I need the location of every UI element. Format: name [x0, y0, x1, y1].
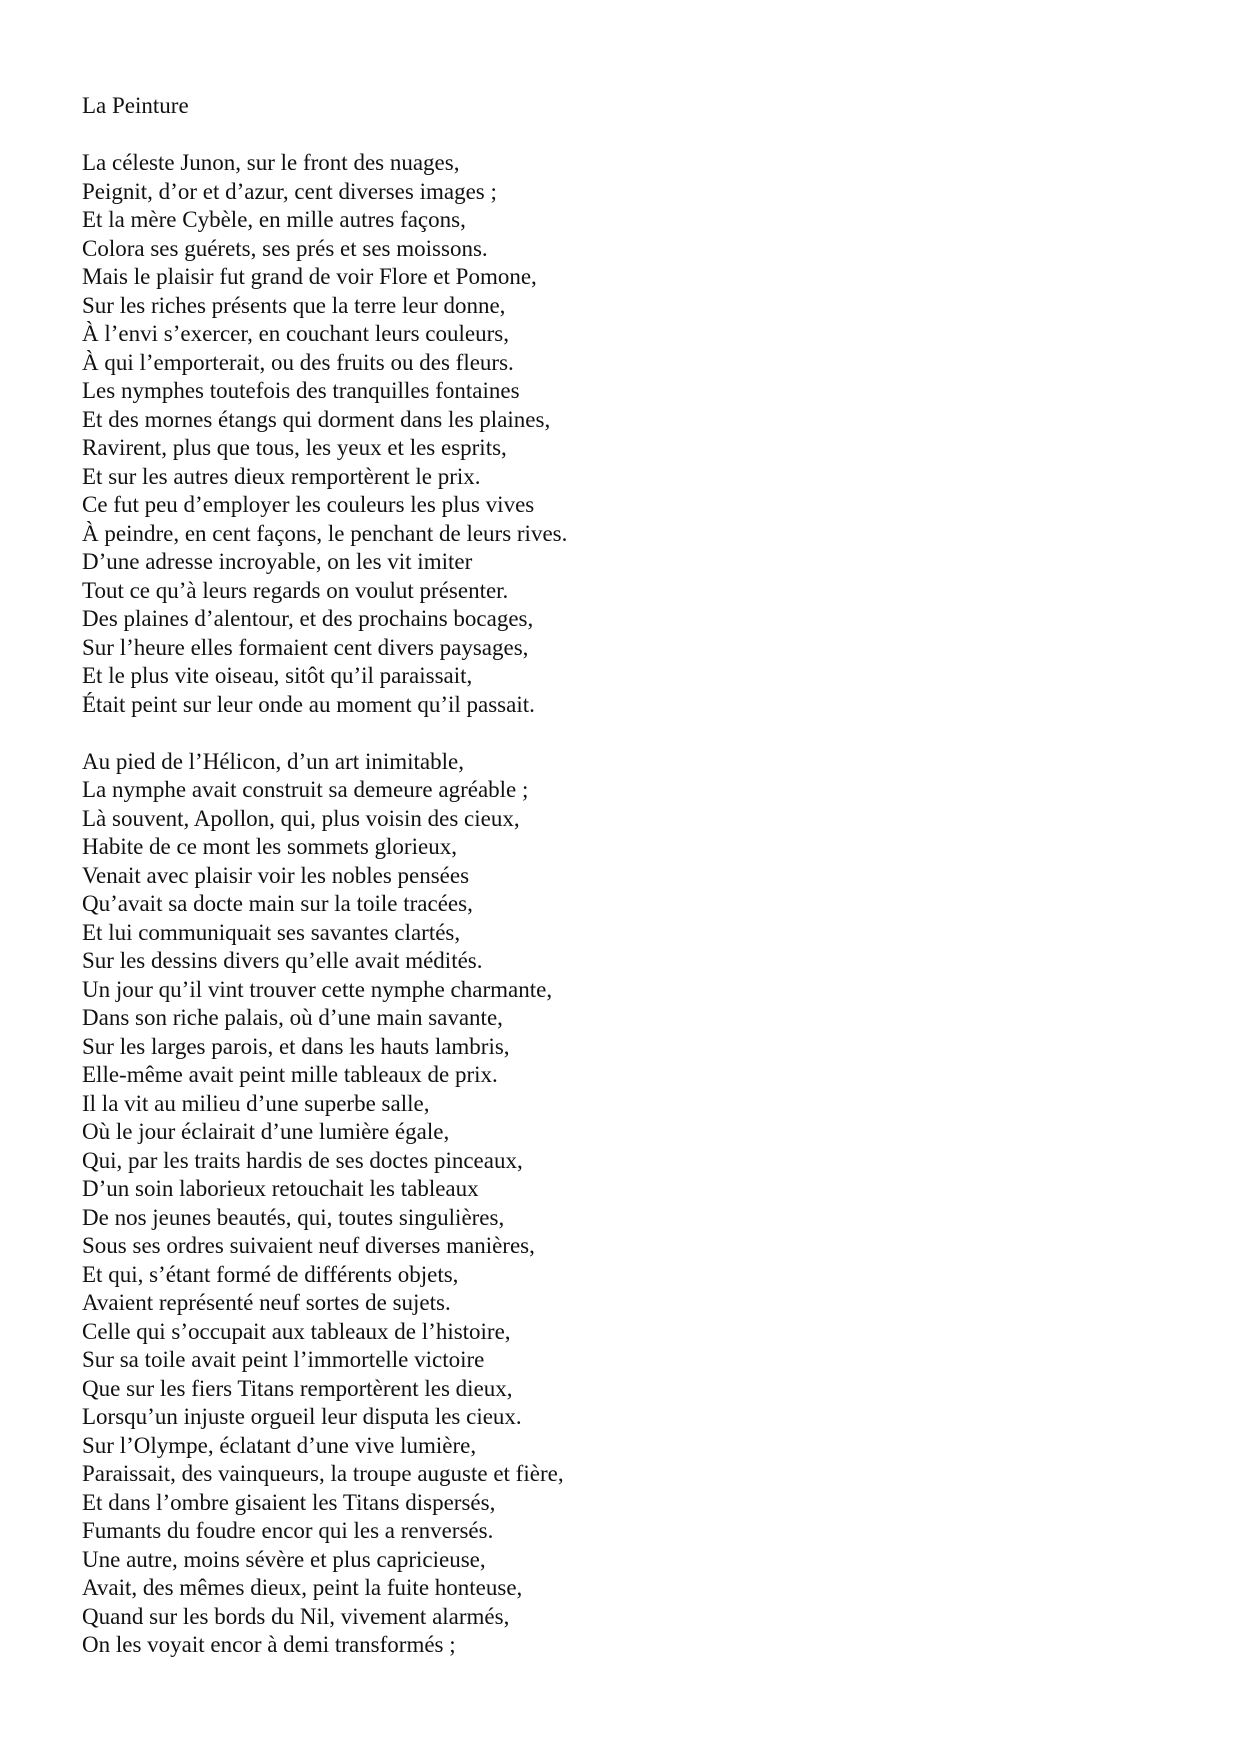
stanza-container	[82, 149, 1162, 1660]
verse-line: D’un soin laborieux retouchait les tableaux	[82, 1176, 479, 1201]
verse-line: Et lui communiquait ses savantes clartés,	[82, 919, 461, 945]
verse-line: Des plaines d’alentour, et des prochains bocages,	[82, 606, 534, 631]
verse-line: La nymphe avait construit sa demeure agréable ;	[82, 777, 529, 802]
verse-line: On les voyait encor à demi transformés ;	[82, 1632, 456, 1657]
verse-line: Et dans l’ombre gisaient les Titans dispersés,	[82, 1489, 496, 1515]
verse-line: Les nymphes toutefois des tranquilles fontaines	[82, 378, 520, 403]
verse-line: Et qui, s’étant formé de différents objets,	[82, 1261, 459, 1287]
verse-line: Sous ses ordres suivaient neuf diverses manières,	[82, 1233, 535, 1258]
verse-line: Où le jour éclairait d’une lumière égale,	[82, 1119, 450, 1144]
verse-line: Un jour qu’il vint trouver cette nymphe charmante,	[82, 976, 553, 1002]
verse-line: Habite de ce mont les sommets glorieux,	[82, 834, 457, 859]
verse-line: Peignit, d’or et d’azur, cent diverses images ;	[82, 178, 497, 204]
verse-line: Une autre, moins sévère et plus capricieuse,	[82, 1546, 486, 1572]
verse-line: Fumants du foudre encor qui les a renversés.	[82, 1518, 494, 1543]
verse-line: Était peint sur leur onde au moment qu’il passait.	[82, 691, 535, 717]
verse-line: Et sur les autres dieux remportèrent le prix.	[82, 463, 481, 489]
poem-title: La Peinture	[82, 93, 189, 118]
verse-line: Il la vit au milieu d’une superbe salle,	[82, 1090, 430, 1116]
verse-line: Sur l’heure elles formaient cent divers paysages,	[82, 634, 529, 660]
verse-line: Et le plus vite oiseau, sitôt qu’il paraissait,	[82, 663, 473, 688]
verse-line: Sur les dessins divers qu’elle avait médités.	[82, 948, 483, 973]
verse-line: À peindre, en cent façons, le penchant de leurs rives.	[82, 520, 568, 546]
verse-line: Venait avec plaisir voir les nobles pensées	[82, 862, 470, 888]
verse-line: Lorsqu’un injuste orgueil leur disputa les cieux.	[82, 1404, 522, 1429]
stanza-1	[82, 149, 1162, 719]
verse-line: Ravirent, plus que tous, les yeux et les esprits,	[82, 435, 507, 460]
verse-line: Tout ce qu’à leurs regards on voulut présenter.	[82, 577, 509, 603]
verse-line: Paraissait, des vainqueurs, la troupe auguste et fière,	[82, 1461, 564, 1486]
verse-line: Qu’avait sa docte main sur la toile tracées,	[82, 891, 473, 916]
verse-line: Là souvent, Apollon, qui, plus voisin des cieux,	[82, 805, 520, 831]
verse-line: Avait, des mêmes dieux, peint la fuite honteuse,	[82, 1575, 523, 1600]
verse-line: La céleste Junon, sur le front des nuages,	[82, 150, 460, 175]
verse-line: Mais le plaisir fut grand de voir Flore et Pomone,	[82, 264, 537, 289]
verse-line: Sur l’Olympe, éclatant d’une vive lumière,	[82, 1432, 477, 1458]
verse-line: Colora ses guérets, ses prés et ses moissons.	[82, 235, 488, 261]
verse-line: De nos jeunes beautés, qui, toutes singulières,	[82, 1204, 505, 1230]
verse-line: D’une adresse incroyable, on les vit imiter	[82, 549, 473, 574]
verse-line: Ce fut peu d’employer les couleurs les plus vives	[82, 492, 535, 517]
verse-line: Dans son riche palais, où d’une main savante,	[82, 1005, 503, 1030]
verse-line: Celle qui s’occupait aux tableaux de l’histoire,	[82, 1318, 511, 1344]
stanza-2	[82, 748, 1162, 1660]
verse-line: Et des mornes étangs qui dorment dans les plaines,	[82, 406, 551, 432]
verse-line: Et la mère Cybèle, en mille autres façons,	[82, 207, 466, 232]
poem-body	[82, 92, 1162, 1688]
verse-line: Elle-même avait peint mille tableaux de prix.	[82, 1062, 498, 1087]
verse-line: Que sur les fiers Titans remportèrent les dieux,	[82, 1375, 513, 1401]
verse-line: Sur les larges parois, et dans les hauts lambris,	[82, 1033, 510, 1059]
verse-line: Avaient représenté neuf sortes de sujets.	[82, 1290, 451, 1315]
verse-line: Quand sur les bords du Nil, vivement alarmés,	[82, 1603, 510, 1629]
verse-line: Sur sa toile avait peint l’immortelle victoire	[82, 1347, 485, 1372]
verse-line: À l’envi s’exercer, en couchant leurs couleurs,	[82, 321, 509, 346]
verse-line: Sur les riches présents que la terre leur donne,	[82, 292, 506, 318]
verse-line: À qui l’emporterait, ou des fruits ou des fleurs.	[82, 349, 514, 375]
verse-line: Au pied de l’Hélicon, d’un art inimitable,	[82, 748, 464, 774]
verse-line: Qui, par les traits hardis de ses doctes pinceaux,	[82, 1147, 523, 1173]
